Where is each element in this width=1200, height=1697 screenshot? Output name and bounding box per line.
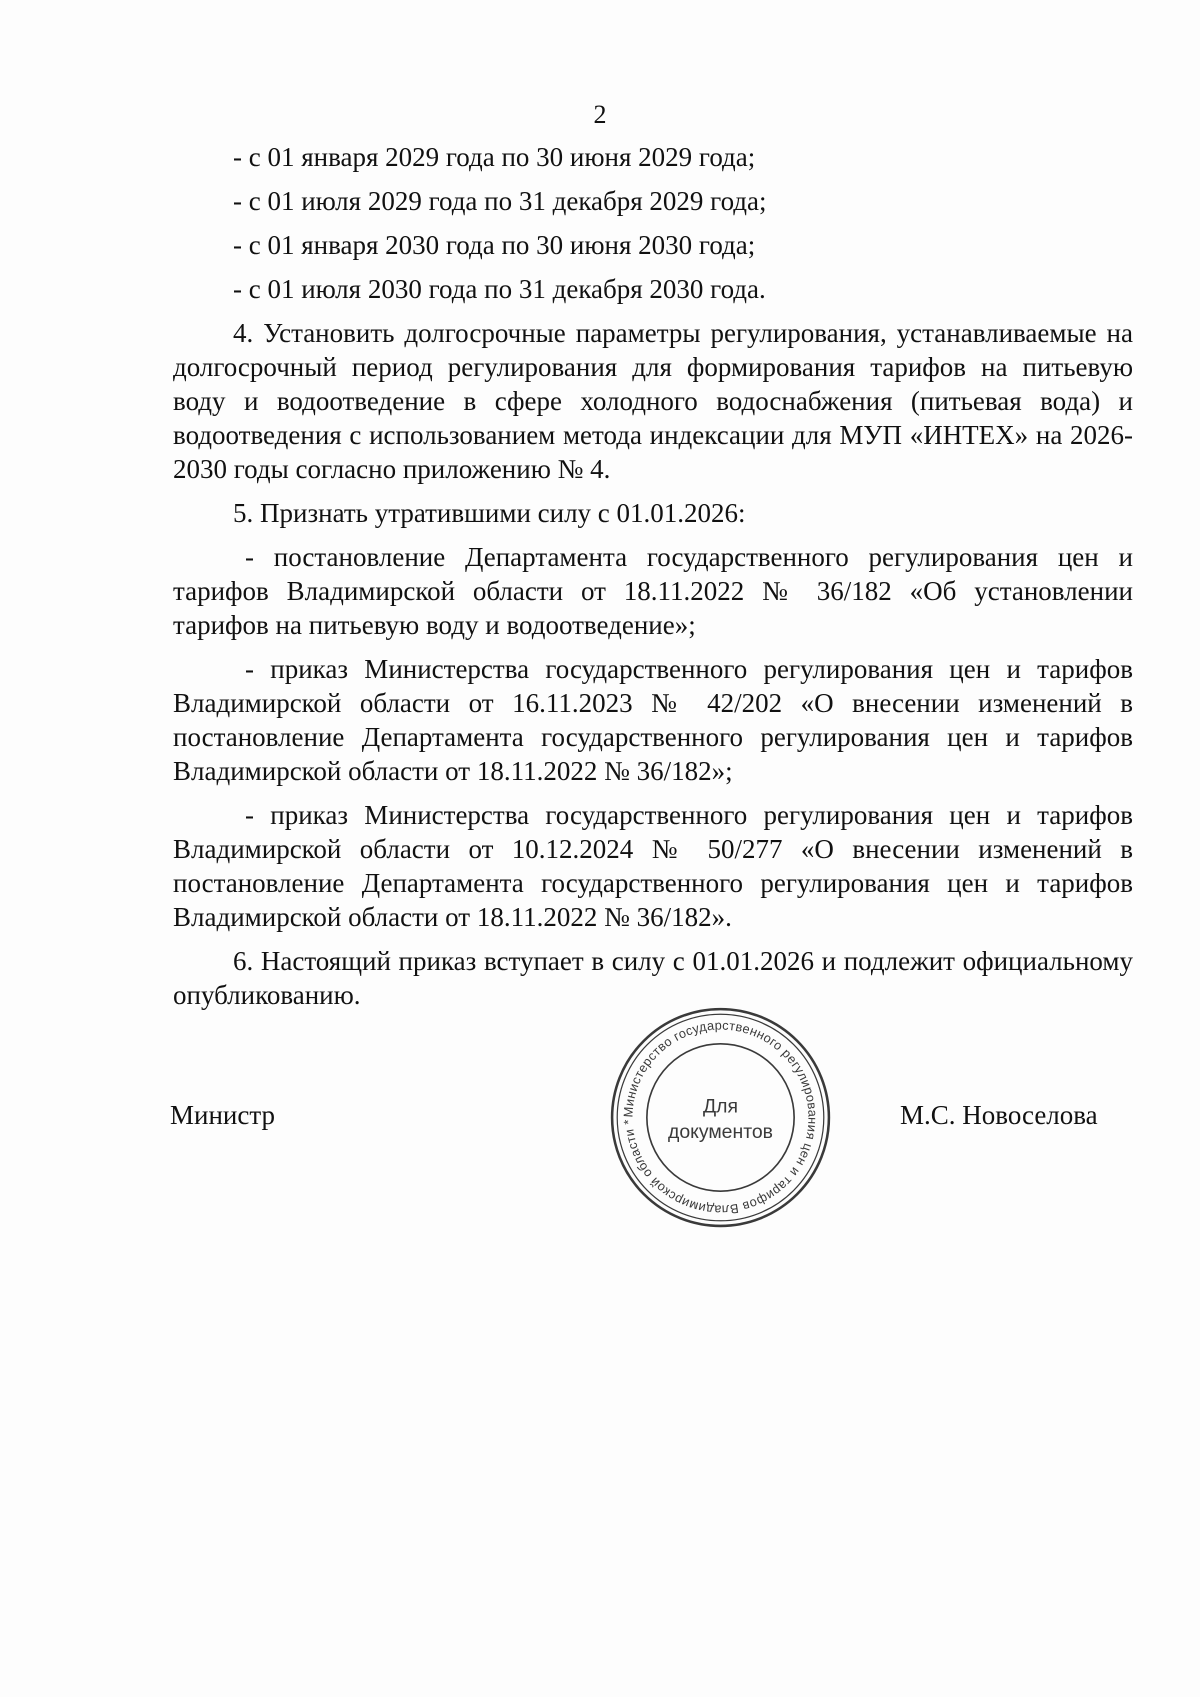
seal-ring-text: Министерство государственного регулирования цен и тарифов Владимирской области *	[620, 1017, 821, 1218]
seal-center-text: документов	[667, 1120, 774, 1143]
period-item: - с 01 января 2030 года по 30 июня 2030 года;	[233, 230, 756, 260]
seal-center-text: Для	[702, 1095, 739, 1118]
seal-outer-ring	[612, 1009, 829, 1226]
signatory-title: Министр	[170, 1100, 275, 1130]
signatory-name: М.С. Новоселова	[900, 1100, 1098, 1130]
period-item: - с 01 июля 2030 года по 31 декабря 2030 года.	[233, 274, 766, 304]
document-body	[173, 140, 1133, 1022]
period-item: - с 01 июля 2029 года по 31 декабря 2029 года;	[233, 186, 767, 216]
seal-outer-ring-inner	[617, 1014, 824, 1221]
seal-inner-ring	[647, 1044, 794, 1191]
page-number: 2	[593, 100, 607, 129]
period-item: - с 01 января 2029 года по 30 июня 2029 года;	[233, 142, 756, 172]
clause-4: 4. Установить долгосрочные параметры регулирования, устанавливаемые на долгосрочный период регулирования для формирования тарифов на питьевую воду и водоотведение в сфере холодного водоснабжения (питьевая вода) и водоотведения с использованием метода индексации для МУП «ИНТЕХ» на 2026-2030 годы согласно приложению № 4.	[173, 318, 1133, 484]
clause-5: 5. Признать утратившими силу с 01.01.2026:	[233, 498, 746, 528]
repealed-item: - приказ Министерства государственного регулирования цен и тарифов Владимирской области от 16.11.2023 № 42/202 «О внесении изменений в постановление Департамента государственного регулирования цен и тарифов Владимирской области от 18.11.2022 № 36/182»;	[173, 654, 1133, 786]
official-seal-stamp	[608, 1005, 833, 1230]
repealed-item: - приказ Министерства государственного регулирования цен и тарифов Владимирской области от 10.12.2024 № 50/277 «О внесении изменений в постановление Департамента государственного регулирования цен и тарифов Владимирской области от 18.11.2022 № 36/182».	[173, 800, 1133, 932]
repealed-item: - постановление Департамента государственного регулирования цен и тарифов Владимирской области от 18.11.2022 № 36/182 «Об установлении тарифов на питьевую воду и водоотведение»;	[173, 542, 1133, 640]
clause-6: 6. Настоящий приказ вступает в силу с 01.01.2026 и подлежит официальному опубликованию.	[173, 946, 1133, 1010]
